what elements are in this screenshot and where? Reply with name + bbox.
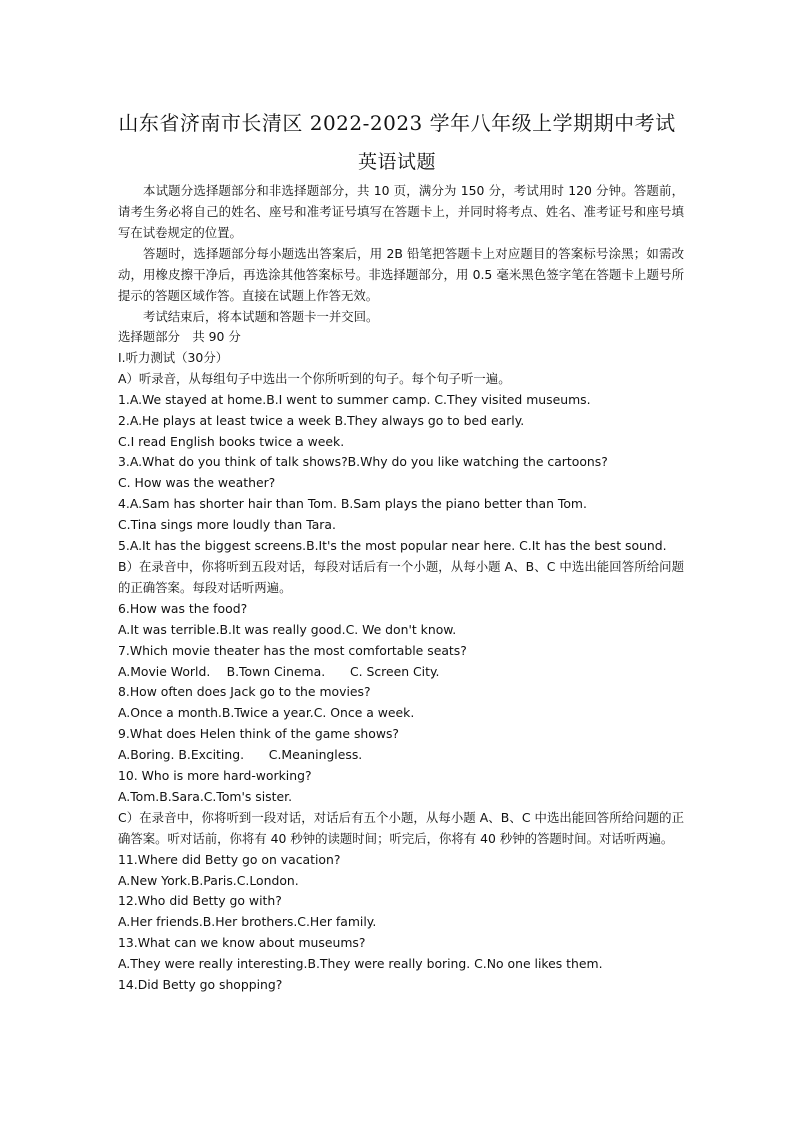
instruction-paragraph: 答题时，选择题部分每小题选出答案后，用 2B 铅笔把答题卡上对应题目的答案标号涂黑；如需改动，用橡皮擦干净后，再选涂其他答案标号。非选择题部分，用 0.5 毫米黑色签字笔在答题卡上题号所提示的答题区域作答。直接在试题上作答无效。 bbox=[118, 246, 684, 303]
question-line: 11.Where did Betty go on vacation? bbox=[118, 851, 341, 867]
exam-title: 山东省济南市长清区 2022-2023 学年八年级上学期期中考试 bbox=[118, 111, 676, 135]
section-instruction: C）在录音中，你将听到一段对话，对话后有五个小题，从每小题 A、B、C 中选出能回答所给问题的正确答案。听对话前，你将有 40 秒钟的读题时间；听完后，你将有 40 秒钟的答题时间。对话听两遍。 bbox=[118, 809, 684, 846]
question-line: 4.A.Sam has shorter hair than Tom. B.Sam plays the piano better than Tom. bbox=[118, 496, 587, 512]
question-line: 1.A.We stayed at home.B.I went to summer camp. C.They visited museums. bbox=[118, 391, 591, 407]
question-line: 13.What can we know about museums? bbox=[118, 935, 366, 951]
question-line: 5.A.It has the biggest screens.B.It's the most popular near here. C.It has the best sound. bbox=[118, 538, 667, 554]
question-line: 6.How was the food? bbox=[118, 600, 248, 616]
option-line: A.Boring. B.Exciting. C.Meaningless. bbox=[118, 747, 363, 763]
question-line: 8.How often does Jack go to the movies? bbox=[118, 684, 371, 700]
question-line: 2.A.He plays at least twice a week B.They always go to bed early. bbox=[118, 412, 525, 428]
option-line: C.Tina sings more loudly than Tara. bbox=[118, 517, 336, 533]
section-heading: 选择题部分 共 90 分 bbox=[118, 329, 241, 344]
question-line: 3.A.What do you think of talk shows?B.Why do you like watching the cartoons? bbox=[118, 454, 608, 470]
section-instruction: B）在录音中，你将听到五段对话，每段对话后有一个小题，从每小题 A、B、C 中选出能回答所给问题的正确答案。每段对话听两遍。 bbox=[118, 558, 684, 595]
option-line: A.Once a month.B.Twice a year.C. Once a week. bbox=[118, 705, 415, 721]
question-line: 9.What does Helen think of the game shows? bbox=[118, 726, 399, 742]
exam-body bbox=[118, 180, 684, 996]
option-line: A.Her friends.B.Her brothers.C.Her family. bbox=[118, 914, 377, 930]
question-line: 10. Who is more hard-working? bbox=[118, 768, 312, 784]
question-line: 14.Did Betty go shopping? bbox=[118, 977, 283, 993]
option-line: A.New York.B.Paris.C.London. bbox=[118, 872, 299, 888]
option-line: C. How was the weather? bbox=[118, 475, 276, 491]
option-line: A.They were really interesting.B.They were really boring. C.No one likes them. bbox=[118, 956, 603, 972]
section-heading: Ⅰ.听力测试（30分） bbox=[118, 349, 229, 365]
question-line: 12.Who did Betty go with? bbox=[118, 893, 282, 909]
option-line: C.I read English books twice a week. bbox=[118, 433, 345, 449]
option-line: A.It was terrible.B.It was really good.C. We don't know. bbox=[118, 621, 457, 637]
question-line: 7.Which movie theater has the most comfortable seats? bbox=[118, 642, 467, 658]
exam-subtitle: 英语试题 bbox=[357, 151, 436, 173]
option-line: A.Movie World. B.Town Cinema. C. Screen City. bbox=[118, 663, 440, 679]
section-instruction: A）听录音，从每组句子中选出一个你所听到的句子。每个句子听一遍。 bbox=[118, 370, 511, 386]
instruction-paragraph: 考试结束后，将本试题和答题卡一并交回。 bbox=[143, 309, 379, 324]
option-line: A.Tom.B.Sara.C.Tom's sister. bbox=[118, 788, 293, 804]
instruction-paragraph: 本试题分选择题部分和非选择题部分，共 10 页，满分为 150 分，考试用时 120 分钟。答题前，请考生务必将自己的姓名、座号和准考证号填写在答题卡上，并同时将考点、姓名、准考证号和座号填写在试卷规定的位置。 bbox=[118, 183, 684, 240]
